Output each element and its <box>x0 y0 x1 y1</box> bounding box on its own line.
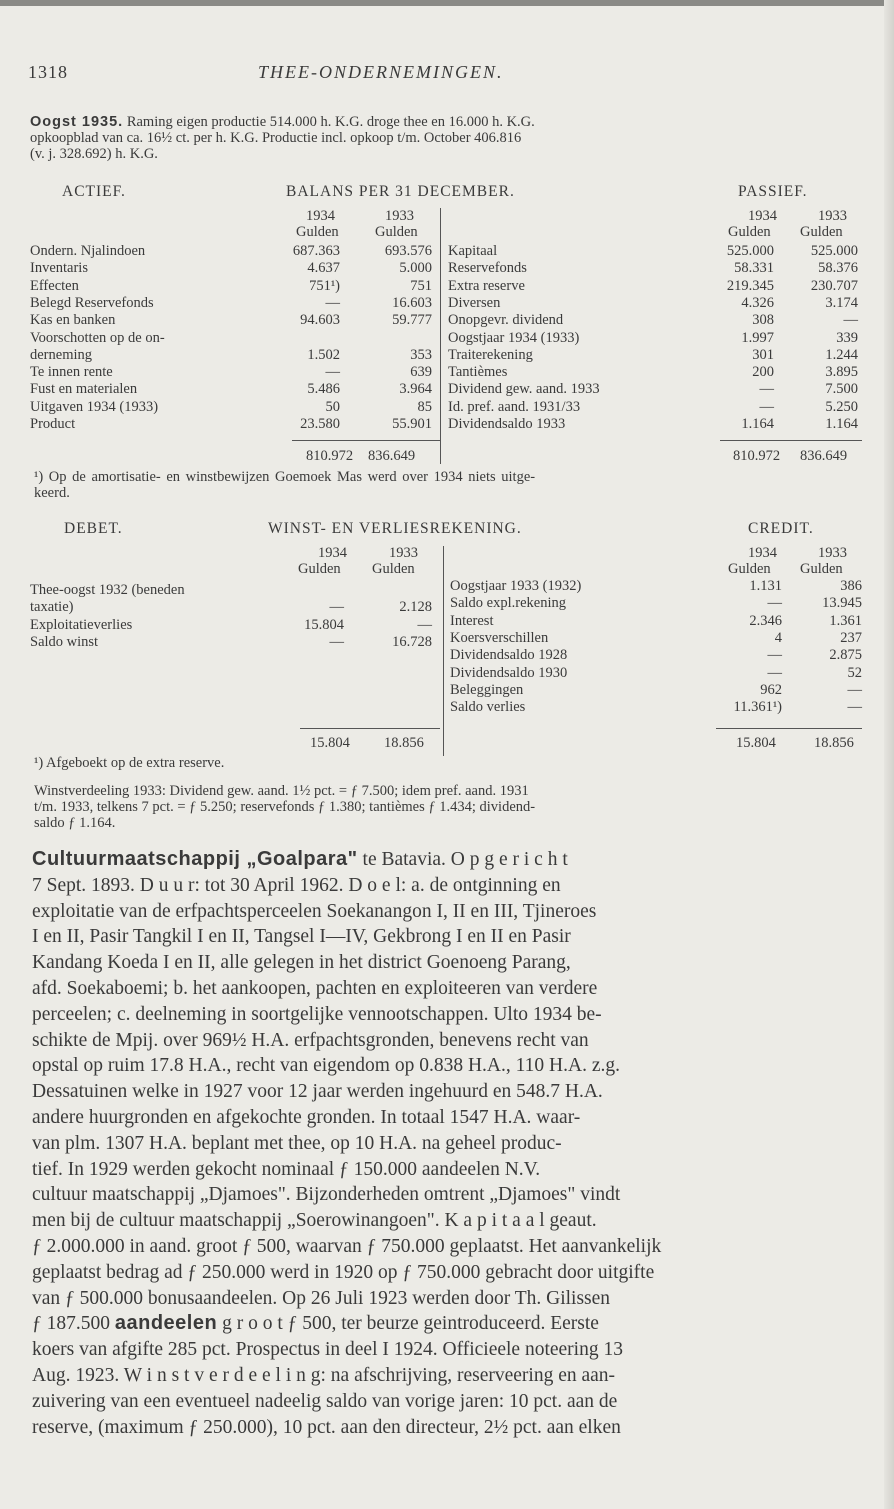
credit-v1933-7: — <box>847 699 862 716</box>
company-line-1 <box>32 874 868 898</box>
asset-v1933-2: 751 <box>410 277 432 294</box>
balance-left-unit-2: Gulden <box>375 224 418 240</box>
liability-v1933-8: 7.500 <box>825 381 858 398</box>
balance-left-unit-1: Gulden <box>296 224 339 240</box>
liability-label-6: Traiterekening <box>448 346 533 363</box>
company-line-text: afd. Soekaboemi; b. het aankoopen, pachten en exploiteeren van verdere <box>32 978 598 999</box>
distribution-line-3: saldo ƒ 1.164. <box>34 815 116 831</box>
liability-v1934-8: — <box>759 381 774 398</box>
company-name: Cultuurmaatschappij „Goalpara" <box>32 848 358 870</box>
asset-v1933-4: 59.777 <box>392 312 432 329</box>
asset-label-10: Product <box>30 416 76 432</box>
asset-v1934-1: 4.637 <box>307 260 340 277</box>
asset-v1933-0: 693.576 <box>384 243 432 259</box>
pl-left-year-1933: 1933 <box>389 545 418 561</box>
liability-v1933-7: 3.895 <box>825 364 858 381</box>
credit-label-2: Interest <box>450 612 494 629</box>
liability-label-8: Dividend gew. aand. 1933 <box>448 381 600 398</box>
asset-v1934-7: — <box>325 364 340 381</box>
credit-v1933-5: 52 <box>847 664 862 681</box>
asset-label-2: Effecten <box>30 277 79 294</box>
liability-v1934-6: 301 <box>752 346 774 363</box>
asset-v1933-6: 353 <box>410 346 432 363</box>
liability-v1933-0: 525.000 <box>810 243 858 259</box>
liability-v1934-7: 200 <box>752 364 774 381</box>
page-number: 1318 <box>28 62 68 82</box>
total-liabilities-1933: 836.649 <box>800 448 848 464</box>
pl-right-total-rule <box>716 728 862 729</box>
scan-top-edge <box>0 0 894 6</box>
scan-right-edge <box>884 0 894 1509</box>
debit-label-3: Saldo winst <box>30 633 99 650</box>
harvest-label: Oogst 1935. <box>30 114 124 130</box>
credit-v1933-0: 386 <box>840 578 862 594</box>
balance-left-year-1934: 1934 <box>306 208 335 224</box>
asset-v1934-4: 94.603 <box>300 312 340 329</box>
liability-label-10: Dividendsaldo 1933 <box>448 416 566 432</box>
company-line-text: van ƒ 500.000 bonusaandeelen. Op 26 Juli 1923 werden door Th. Gilissen <box>32 1287 611 1309</box>
company-line-text: D u u r: tot 30 April 1962. D o e l: a. de ontginning en <box>139 874 561 896</box>
running-title: THEE-ONDERNEMINGEN. <box>258 62 504 82</box>
credit-label-3: Koersverschillen <box>450 629 549 646</box>
liability-label-3: Diversen <box>448 294 501 311</box>
credit-label-7: Saldo verlies <box>450 699 526 716</box>
liability-v1933-1: 58.376 <box>818 260 858 277</box>
company-bold-term: aandeelen <box>114 1312 218 1335</box>
asset-v1934-9: 50 <box>325 398 340 415</box>
credit-v1934-0: 1.131 <box>749 578 782 594</box>
company-line-text: van plm. 1307 H.A. beplant met thee, op 10 H.A. na geheel produc- <box>32 1132 562 1154</box>
pl-right-unit-1: Gulden <box>728 561 771 577</box>
liability-v1934-4: 308 <box>752 312 774 329</box>
credit-v1933-6: — <box>847 681 862 698</box>
company-line-9 <box>32 1080 868 1104</box>
credit-v1933-2: 1.361 <box>829 612 862 629</box>
company-line-text: I en II, Pasir Tangkil I en II, Tangsel I—IV, Gekbrong I en II en Pasir <box>32 926 571 948</box>
company-line-text: Kandang Koeda I en II, alle gelegen in het district Goenoeng Parang, <box>32 952 571 974</box>
asset-v1933-8: 3.964 <box>399 381 432 398</box>
balance-left-total-rule <box>292 440 440 441</box>
company-line-text: ƒ 187.500 <box>32 1313 115 1335</box>
liability-v1934-2: 219.345 <box>726 277 774 294</box>
asset-v1934-3: — <box>325 294 340 311</box>
asset-v1934-2: 751¹) <box>309 277 340 294</box>
total-liabilities-1934: 810.972 <box>733 448 781 464</box>
debit-label-2: Exploitatieverlies <box>30 616 133 633</box>
credit-v1934-5: — <box>767 664 782 681</box>
company-line-text: exploitatie van de erfpachtsperceelen Soekanangon I, II en III, Tjineroes <box>32 900 597 922</box>
pl-left-total-rule <box>300 728 440 729</box>
balance-right-heading: PASSIEF. <box>738 183 808 200</box>
total-credit-1933: 18.856 <box>814 735 854 751</box>
pl-left-year-1934: 1934 <box>318 545 347 561</box>
company-line-11 <box>32 1132 868 1156</box>
company-line-text: andere huurgronden en afgekochte gronden. In totaal 1547 H.A. waar- <box>32 1107 581 1128</box>
company-line-text: reserve, (maximum ƒ 250.000), 10 pct. aan den directeur, 2½ pct. aan elken <box>32 1416 621 1438</box>
credit-v1933-1: 13.945 <box>822 595 862 612</box>
credit-label-5: Dividendsaldo 1930 <box>450 664 568 681</box>
pl-left-heading: DEBET. <box>64 520 123 537</box>
company-line-16 <box>32 1261 868 1285</box>
balance-footnote-line-2: keerd. <box>34 485 70 501</box>
credit-v1934-6: 962 <box>760 681 782 698</box>
balance-title: BALANS PER 31 DECEMBER. <box>286 183 515 200</box>
harvest-line-2: opkoopblad van ca. 16½ ct. per h. K.G. Productie incl. opkoop t/m. October 406.816 <box>30 130 522 146</box>
harvest-line-3: (v. j. 328.692) h. K.G. <box>30 146 158 162</box>
liability-label-4: Onopgevr. dividend <box>448 312 564 329</box>
company-line-17 <box>32 1287 868 1311</box>
balance-right-year-1934: 1934 <box>748 208 777 224</box>
total-assets-1933: 836.649 <box>368 448 416 464</box>
liability-v1933-9: 5.250 <box>825 398 858 415</box>
liability-v1934-0: 525.000 <box>726 243 774 259</box>
asset-v1934-6: 1.502 <box>307 346 340 363</box>
liability-v1934-10: 1.164 <box>741 416 774 432</box>
balance-left-year-1933: 1933 <box>385 208 414 224</box>
credit-label-1: Saldo expl.rekening <box>450 595 566 612</box>
asset-v1933-5 <box>362 330 432 346</box>
balance-right-unit-2: Gulden <box>800 224 843 240</box>
liability-v1934-1: 58.331 <box>734 260 774 277</box>
credit-v1934-4: — <box>767 647 782 664</box>
pl-left-unit-1: Gulden <box>298 561 341 577</box>
company-line-13 <box>32 1183 868 1207</box>
debit-v1934-2: 15.804 <box>304 616 344 633</box>
debit-v1934-1: — <box>329 599 344 616</box>
asset-label-6: derneming <box>30 346 93 363</box>
pl-right-heading: CREDIT. <box>748 520 814 537</box>
liability-label-9: Id. pref. aand. 1931/33 <box>448 398 581 415</box>
company-line-text: koers van afgifte 285 pct. Prospectus in deel I 1924. Officieele noteering 13 <box>32 1339 623 1361</box>
liability-v1934-5: 1.997 <box>741 329 774 346</box>
liability-label-0: Kapitaal <box>448 243 498 259</box>
credit-v1933-4: 2.875 <box>829 647 862 664</box>
liability-v1934-9: — <box>759 398 774 415</box>
balance-footnote-line-1: ¹) Op de amortisatie- en winstbewijzen Goemoek Mas werd over 1934 niets uitge- <box>34 469 536 485</box>
company-line-text: te Batavia. O p g e r i c h t <box>357 849 568 870</box>
credit-label-0: Oogstjaar 1933 (1932) <box>450 578 582 594</box>
company-line-0 <box>32 848 868 872</box>
balance-left-heading: ACTIEF. <box>62 183 126 200</box>
company-line-text: Dessatuinen welke in 1927 voor 12 jaar werden ingehuurd en 548.7 H.A. <box>32 1081 603 1103</box>
balance-right-total-rule <box>720 440 862 441</box>
credit-v1934-7: 11.361¹) <box>733 699 782 716</box>
credit-label-4: Dividendsaldo 1928 <box>450 647 568 664</box>
company-line-14 <box>32 1209 868 1233</box>
liability-label-7: Tantièmes <box>448 364 508 381</box>
liability-v1933-2: 230.707 <box>810 277 858 294</box>
total-debit-1934: 15.804 <box>310 735 350 751</box>
liability-v1933-4: — <box>843 312 858 329</box>
debit-v1933-3: 16.728 <box>392 633 432 650</box>
company-line-text: geplaatst bedrag ad ƒ 250.000 werd in 1920 op ƒ 750.000 gebracht door uitgifte <box>32 1261 655 1283</box>
company-line-text: Aug. 1923. W i n s t v e r d e e l i n g: na afschrijving, reserveering en aan- <box>32 1365 616 1386</box>
total-assets-1934: 810.972 <box>306 448 354 464</box>
asset-v1934-0: 687.363 <box>292 243 340 259</box>
company-line-text: opstal op ruim 17.8 H.A., recht van eigendom op 0.838 H.A., 110 H.A. z.g. <box>32 1055 620 1077</box>
company-line-text: men bij de cultuur maatschappij „Soerowinangoen". K a p i t a a l geaut. <box>32 1210 597 1232</box>
company-line-text: schikte de Mpij. over 969½ H.A. erfpachtsgronden, benevens recht van <box>32 1029 589 1051</box>
company-line-text: ƒ 2.000.000 in aand. groot ƒ 500, waarvan ƒ 750.000 geplaatst. Het aanvankelijk <box>32 1236 662 1257</box>
pl-divider <box>443 546 444 756</box>
company-line-7 <box>32 1029 868 1053</box>
company-line-2 <box>32 900 868 924</box>
asset-v1933-1: 5.000 <box>399 260 432 277</box>
asset-label-0: Ondern. Njalindoen <box>30 243 146 259</box>
company-line-text: tief. In 1929 werden gekocht nominaal ƒ 150.000 aandeelen N.V. <box>32 1158 541 1180</box>
company-line-text: zuivering van een eventueel nadeelig saldo van vorige jaren: 10 pct. aan de <box>32 1390 618 1412</box>
harvest-text: Raming eigen productie 514.000 h. K.G. droge thee en 16.000 h. K.G. <box>126 114 535 130</box>
distribution-line-1: Winstverdeeling 1933: Dividend gew. aand. 1½ pct. = ƒ 7.500; idem pref. aand. 1931 <box>34 783 529 799</box>
credit-label-6: Beleggingen <box>450 681 524 698</box>
asset-label-9: Uitgaven 1934 (1933) <box>30 398 159 415</box>
debit-v1934-3: — <box>329 633 344 650</box>
company-line-20 <box>32 1364 868 1388</box>
debit-v1933-1: 2.128 <box>399 599 432 616</box>
pl-right-unit-2: Gulden <box>800 561 843 577</box>
asset-label-3: Belegd Reservefonds <box>30 294 154 311</box>
liability-v1933-3: 3.174 <box>825 294 858 311</box>
total-credit-1934: 15.804 <box>736 735 776 751</box>
debit-label-0: Thee-oogst 1932 (beneden <box>30 582 185 598</box>
asset-label-4: Kas en banken <box>30 312 116 329</box>
liability-v1933-5: 339 <box>836 329 858 346</box>
asset-v1933-3: 16.603 <box>392 294 432 311</box>
asset-v1934-5 <box>270 330 340 346</box>
company-line-19 <box>32 1338 868 1362</box>
debit-label-1: taxatie) <box>30 599 74 616</box>
company-line-text: perceelen; c. deelneming in soortgelijke vennootschappen. Ulto 1934 be- <box>32 1003 602 1025</box>
company-line-4 <box>32 951 868 975</box>
liability-v1934-3: 4.326 <box>741 294 774 311</box>
company-line-5 <box>32 977 868 1001</box>
credit-v1933-3: 237 <box>840 629 862 646</box>
asset-v1933-7: 639 <box>410 364 432 381</box>
debit-v1934-0 <box>274 582 344 598</box>
asset-v1934-8: 5.486 <box>307 381 340 398</box>
asset-label-5: Voorschotten op de on- <box>30 329 165 346</box>
liability-v1933-10: 1.164 <box>825 416 858 432</box>
asset-v1934-10: 23.580 <box>300 416 340 432</box>
company-line-10 <box>32 1106 868 1130</box>
pl-footnote: ¹) Afgeboekt op de extra reserve. <box>34 755 225 771</box>
harvest-line-1 <box>30 115 535 131</box>
balance-right-unit-1: Gulden <box>728 224 771 240</box>
company-line-12 <box>32 1158 868 1182</box>
asset-label-7: Te innen rente <box>30 364 113 381</box>
company-line-text: 7 Sept. 1893. <box>32 874 140 896</box>
company-line-text: g r o o t ƒ 500, ter beurze geintroduceerd. Eerste <box>217 1313 599 1335</box>
debit-v1933-0 <box>362 582 432 598</box>
company-line-15 <box>32 1235 868 1259</box>
company-line-3 <box>32 925 868 949</box>
liability-label-1: Reservefonds <box>448 260 527 277</box>
liability-label-2: Extra reserve <box>448 277 525 294</box>
credit-v1934-2: 2.346 <box>749 612 782 629</box>
company-line-21 <box>32 1390 868 1414</box>
pl-right-year-1934: 1934 <box>748 545 777 561</box>
credit-v1934-3: 4 <box>774 629 782 646</box>
liability-label-5: Oogstjaar 1934 (1933) <box>448 329 580 346</box>
company-line-6 <box>32 1003 868 1027</box>
asset-label-8: Fust en materialen <box>30 381 138 398</box>
asset-v1933-10: 55.901 <box>392 416 432 432</box>
company-line-text: cultuur maatschappij „Djamoes". Bijzonderheden omtrent „Djamoes" vindt <box>32 1184 621 1206</box>
credit-v1934-1: — <box>767 595 782 612</box>
company-line-22 <box>32 1416 868 1440</box>
liability-v1933-6: 1.244 <box>825 346 858 363</box>
asset-v1933-9: 85 <box>417 398 432 415</box>
company-line-8 <box>32 1054 868 1078</box>
balance-divider <box>440 208 441 464</box>
balance-right-year-1933: 1933 <box>818 208 847 224</box>
company-line-18 <box>32 1312 868 1336</box>
pl-left-unit-2: Gulden <box>372 561 415 577</box>
total-debit-1933: 18.856 <box>384 735 424 751</box>
asset-label-1: Inventaris <box>30 260 88 277</box>
distribution-line-2: t/m. 1933, telkens 7 pct. = ƒ 5.250; reservefonds ƒ 1.380; tantièmes ƒ 1.434; dividend- <box>34 799 536 815</box>
pl-title: WINST- EN VERLIESREKENING. <box>268 520 522 537</box>
pl-right-year-1933: 1933 <box>818 545 847 561</box>
debit-v1933-2: — <box>417 616 432 633</box>
